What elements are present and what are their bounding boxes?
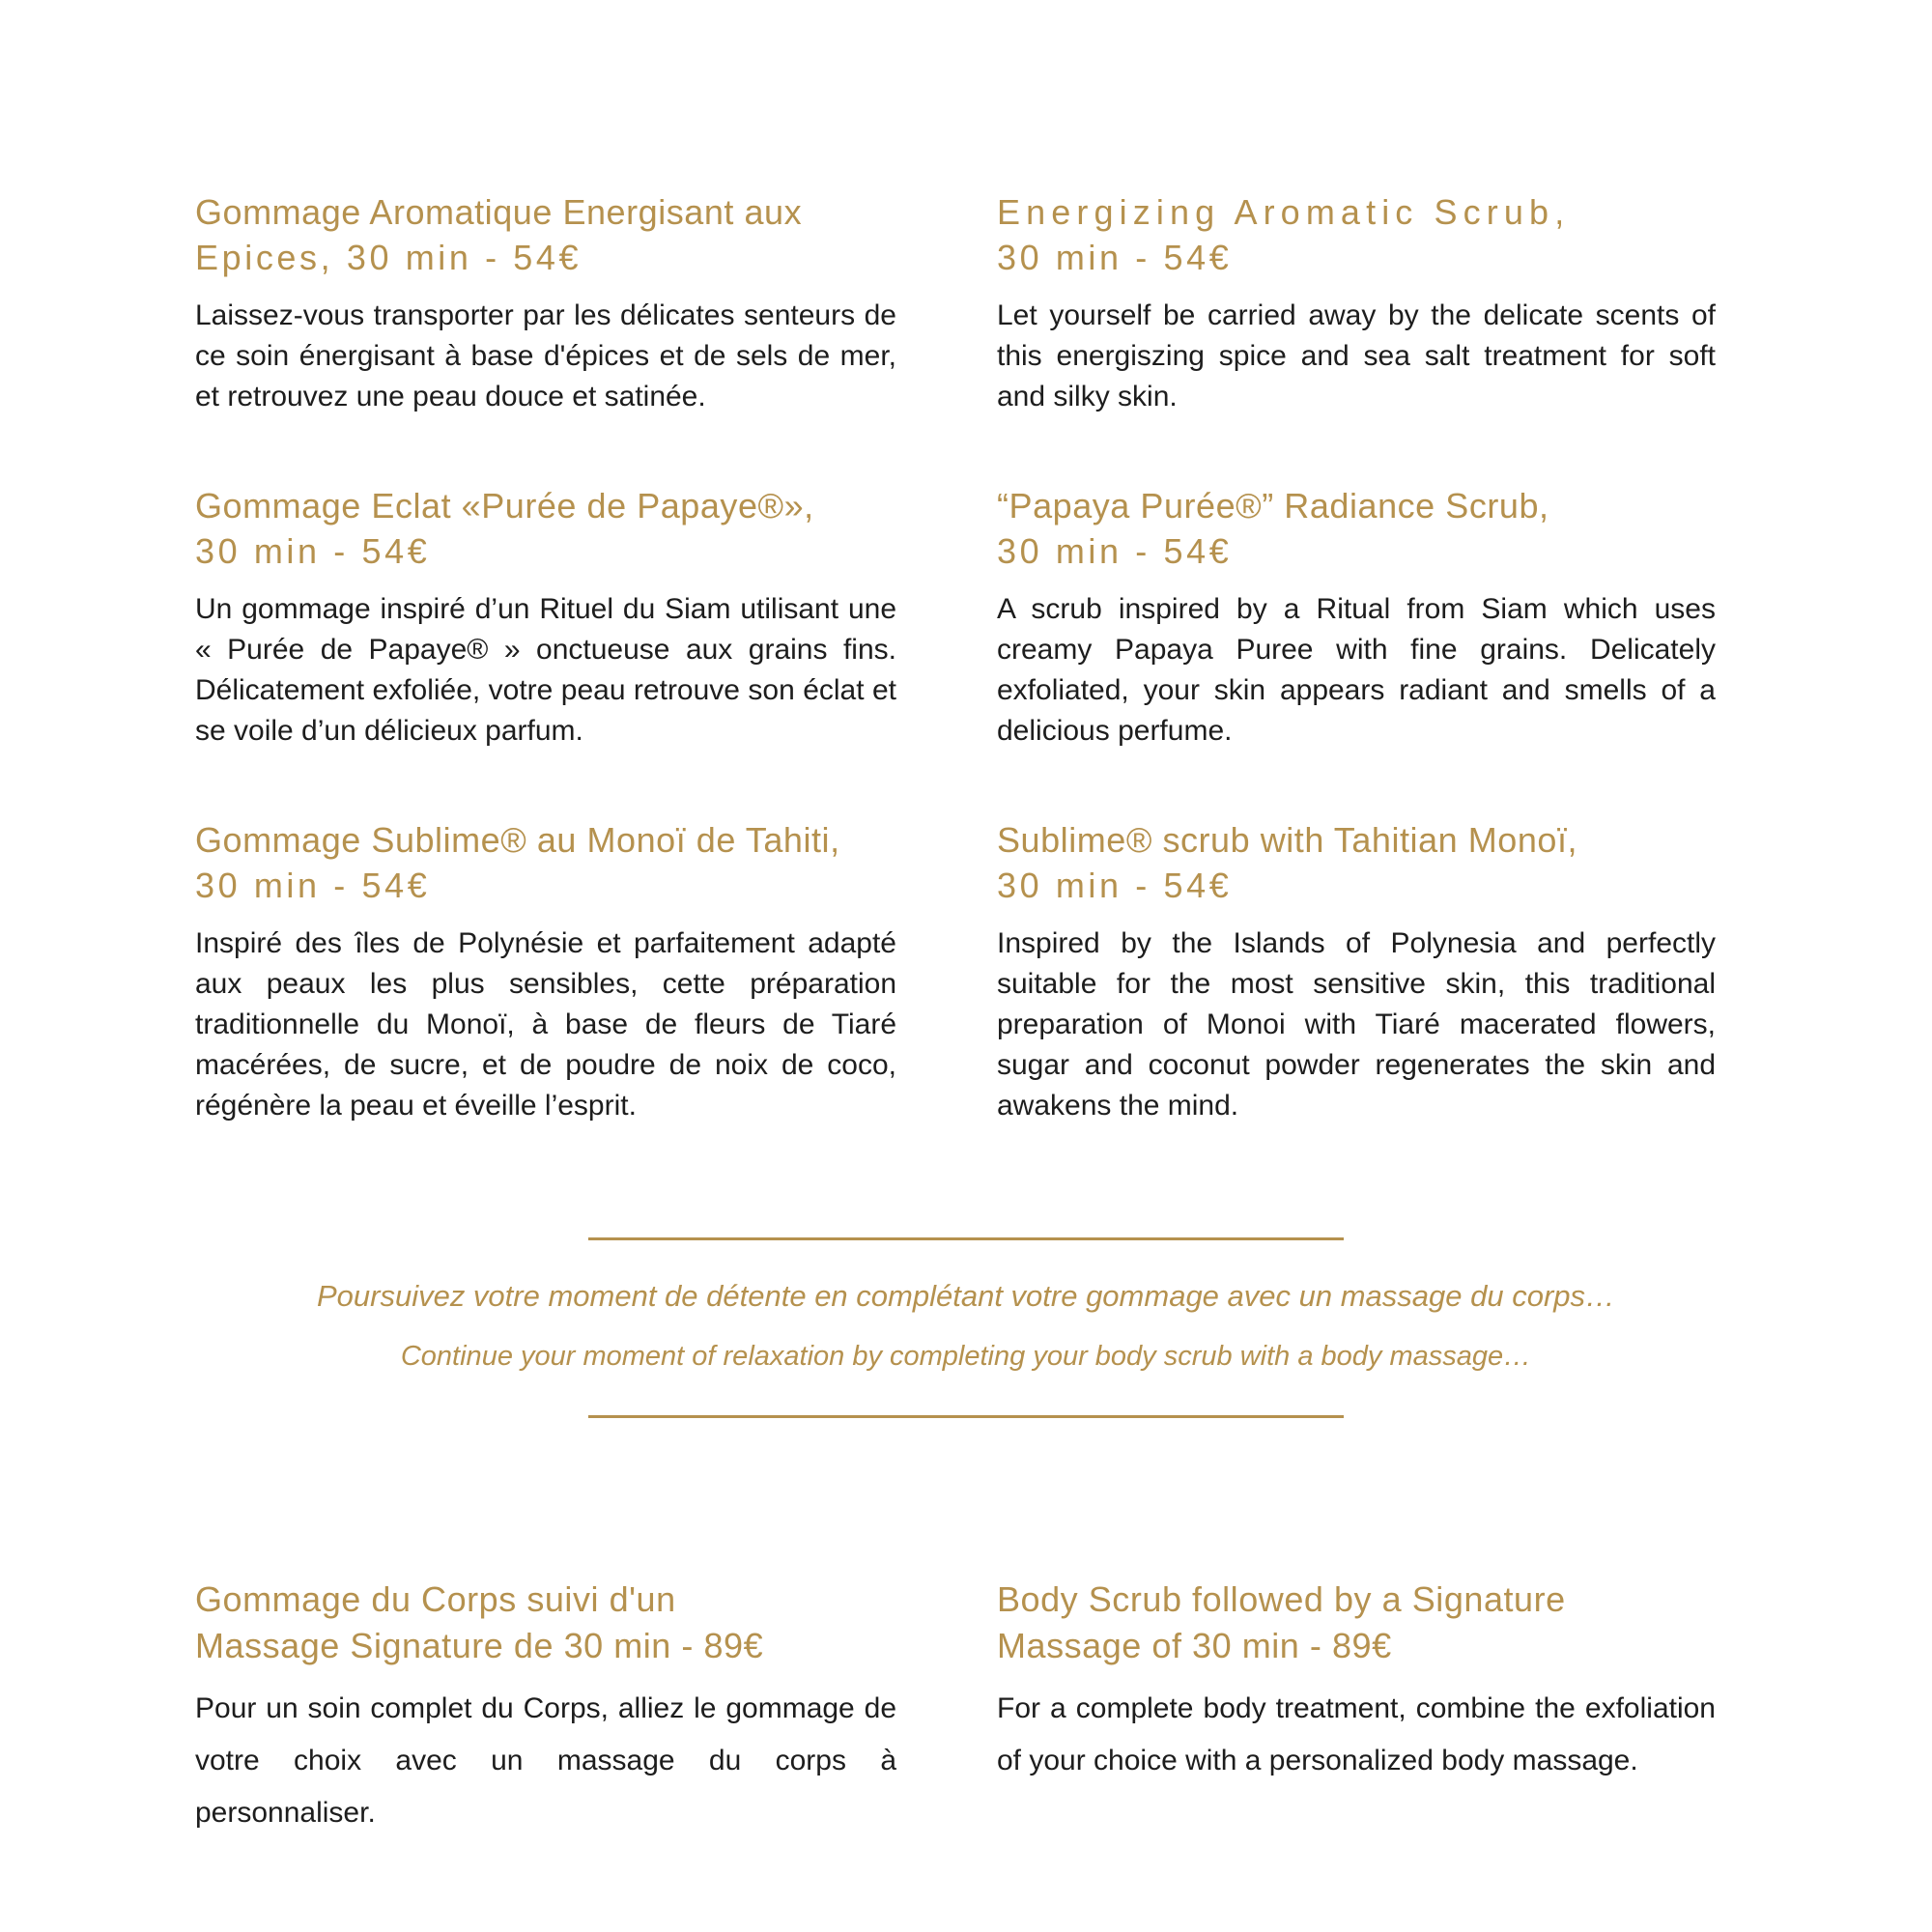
item-title-line1: Energizing Aromatic Scrub, [997, 192, 1571, 232]
scrub-item-en-papaya [997, 483, 1716, 752]
item-price-line: 30 min - 54€ [997, 238, 1233, 277]
item-title-line1: Gommage Eclat «Purée de Papaye®», [195, 486, 814, 526]
item-description: For a complete body treatment, combine the exfoliation of your choice with a personalized body massage. [997, 1692, 1716, 1776]
item-description: Pour un soin complet du Corps, alliez le gommage de votre choix avec un massage du corps à personnaliser. [195, 1692, 896, 1829]
item-price-line: Epices, 30 min - 54€ [195, 238, 582, 277]
interlude-section [0, 1237, 1932, 1418]
item-title [195, 189, 896, 280]
column-french-bottom [195, 1577, 896, 1905]
item-price-line: 30 min - 54€ [195, 531, 431, 571]
signature-item-en [997, 1577, 1716, 1787]
item-title [997, 189, 1716, 280]
column-english-bottom [997, 1577, 1716, 1853]
item-description: Un gommage inspiré d’un Rituel du Siam utilisant une « Purée de Papaye® » onctueuse aux grains fins. Délicatement exfoliée, votre peau retrouve son éclat et se voile d’un délicieux parfum. [195, 593, 896, 747]
item-title [997, 817, 1716, 908]
item-description: Inspiré des îles de Polynésie et parfaitement adapté aux peaux les plus sensibles, cette préparation traditionnelle du Monoï, à base de fleurs de Tiaré macérées, de sucre, et de poudre de noix de coco, régénère la peau et éveille l’esprit. [195, 927, 896, 1122]
item-title-line1: Sublime® scrub with Tahitian Monoï, [997, 820, 1578, 860]
item-price-line: 30 min - 54€ [997, 866, 1233, 905]
scrub-item-en-energizing [997, 189, 1716, 417]
signature-item-fr [195, 1577, 896, 1839]
scrub-section [0, 189, 1932, 1233]
interlude-text-en: Continue your moment of relaxation by completing your body scrub with a body massage… [400, 1341, 1532, 1372]
column-english [997, 189, 1716, 1192]
column-french [195, 189, 896, 1192]
item-title [195, 483, 896, 574]
item-description: Inspired by the Islands of Polynesia and perfectly suitable for the most sensitive skin, this traditional preparation of Monoi with Tiaré macerated flowers, sugar and coconut powder regenerates the skin and awakens the mind. [997, 927, 1716, 1122]
divider-top-line [588, 1237, 1344, 1240]
item-price-line: 30 min - 54€ [997, 531, 1233, 571]
scrub-item-fr-papaye [195, 483, 896, 752]
item-title-line2: Massage Signature de 30 min - 89€ [195, 1626, 764, 1665]
scrub-item-en-monoi [997, 817, 1716, 1126]
scrub-item-fr-energizing [195, 189, 896, 417]
item-title [997, 1577, 1716, 1669]
item-title-line1: “Papaya Purée®” Radiance Scrub, [997, 486, 1549, 526]
scrub-item-fr-monoi [195, 817, 896, 1126]
item-title [195, 1577, 896, 1669]
item-description: A scrub inspired by a Ritual from Siam which uses creamy Papaya Puree with fine grains. Delicately exfoliated, your skin appears radiant and smells of a delicious perfume. [997, 593, 1716, 747]
item-price-line: 30 min - 54€ [195, 866, 431, 905]
signature-section [0, 1577, 1932, 1905]
interlude-text-fr: Poursuivez votre moment de détente en complétant votre gommage avec un massage du corps… [316, 1279, 1616, 1313]
item-title [997, 483, 1716, 574]
item-title-line1: Body Scrub followed by a Signature [997, 1579, 1566, 1619]
item-description: Laissez-vous transporter par les délicates senteurs de ce soin énergisant à base d'épices et de sels de mer, et retrouvez une peau douce et satinée. [195, 299, 896, 412]
item-title-line1: Gommage Sublime® au Monoï de Tahiti, [195, 820, 840, 860]
item-title [195, 817, 896, 908]
divider-bottom-line [588, 1415, 1344, 1418]
item-title-line1: Gommage du Corps suivi d'un [195, 1579, 676, 1619]
item-title-line2: Massage of 30 min - 89€ [997, 1626, 1392, 1665]
item-description: Let yourself be carried away by the delicate scents of this energiszing spice and sea salt treatment for soft and silky skin. [997, 299, 1716, 412]
item-title-line1: Gommage Aromatique Energisant aux [195, 192, 803, 232]
